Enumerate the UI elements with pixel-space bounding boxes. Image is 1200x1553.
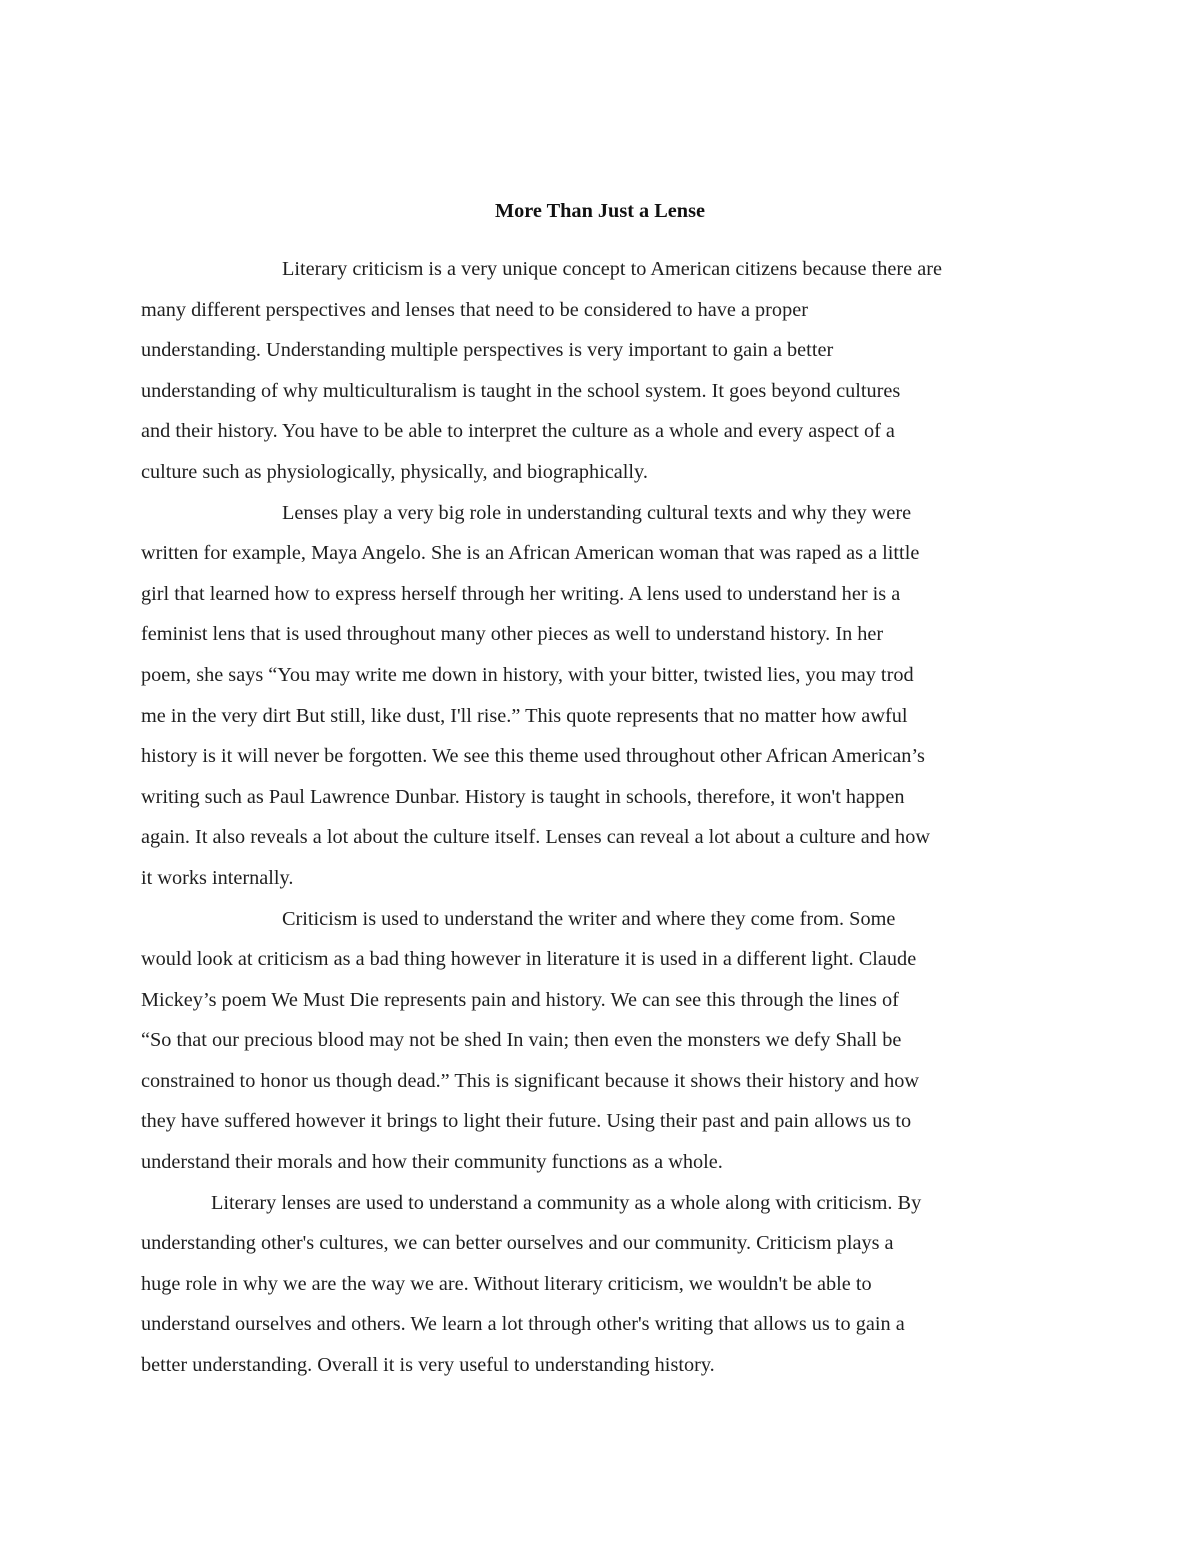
text-line: understanding other's cultures, we can better ourselves and our community. Criticism plays a [141,1232,894,1255]
text-line: Lenses play a very big role in understanding cultural texts and why they were [282,501,912,524]
text-line: girl that learned how to express herself through her writing. A lens used to understand her is a [141,582,901,605]
text-line: it works internally. [141,866,294,889]
paragraph-4 [141,1183,1059,1386]
text-line: Mickey’s poem We Must Die represents pain and history. We can see this through the lines of [141,988,899,1011]
text-line: constrained to honor us though dead.” This is significant because it shows their history and how [141,1069,920,1092]
paragraph-3 [141,899,1059,1183]
text-line: Literary criticism is a very unique concept to American citizens because there are [282,258,942,280]
text-line: poem, she says “You may write me down in history, with your bitter, twisted lies, you may trod [141,663,914,686]
text-line: Criticism is used to understand the writer and where they come from. Some [282,907,896,930]
text-line: better understanding. Overall it is very useful to understanding history. [141,1354,715,1377]
text-line: “So that our precious blood may not be shed In vain; then even the monsters we defy Shall be [141,1029,902,1052]
text-line: understanding of why multiculturalism is taught in the school system. It goes beyond cultures [141,379,901,402]
text-line: culture such as physiologically, physically, and biographically. [141,460,648,483]
text-line: feminist lens that is used throughout many other pieces as well to understand history. In her [141,623,884,646]
document-title: More Than Just a Lense [495,200,705,222]
text-line: Literary lenses are used to understand a community as a whole along with criticism. By [211,1191,922,1214]
text-line: many different perspectives and lenses that need to be considered to have a proper [141,298,808,321]
text-line: understanding. Understanding multiple perspectives is very important to gain a better [141,339,834,362]
text-line: and their history. You have to be able to interpret the culture as a whole and every aspect of a [141,420,895,443]
text-line: me in the very dirt But still, like dust, I'll rise.” This quote represents that no matter how awful [141,704,908,727]
document-body [141,196,1059,1386]
text-line: would look at criticism as a bad thing however in literature it is used in a different light. Claude [141,948,917,971]
paragraph-1 [141,249,1059,493]
text-line: understand ourselves and others. We learn a lot through other's writing that allows us to gain a [141,1313,905,1336]
paragraph-2 [141,493,1059,899]
text-line: again. It also reveals a lot about the culture itself. Lenses can reveal a lot about a culture and how [141,826,930,849]
text-line: huge role in why we are the way we are. Without literary criticism, we wouldn't be able to [141,1272,872,1295]
text-line: written for example, Maya Angelo. She is an African American woman that was raped as a little [141,542,920,565]
text-line: writing such as Paul Lawrence Dunbar. History is taught in schools, therefore, it won't happen [141,785,905,808]
text-line: they have suffered however it brings to light their future. Using their past and pain allows us to [141,1110,912,1133]
text-line: understand their morals and how their community functions as a whole. [141,1151,723,1174]
text-line: history is it will never be forgotten. We see this theme used throughout other African American’s [141,745,925,768]
